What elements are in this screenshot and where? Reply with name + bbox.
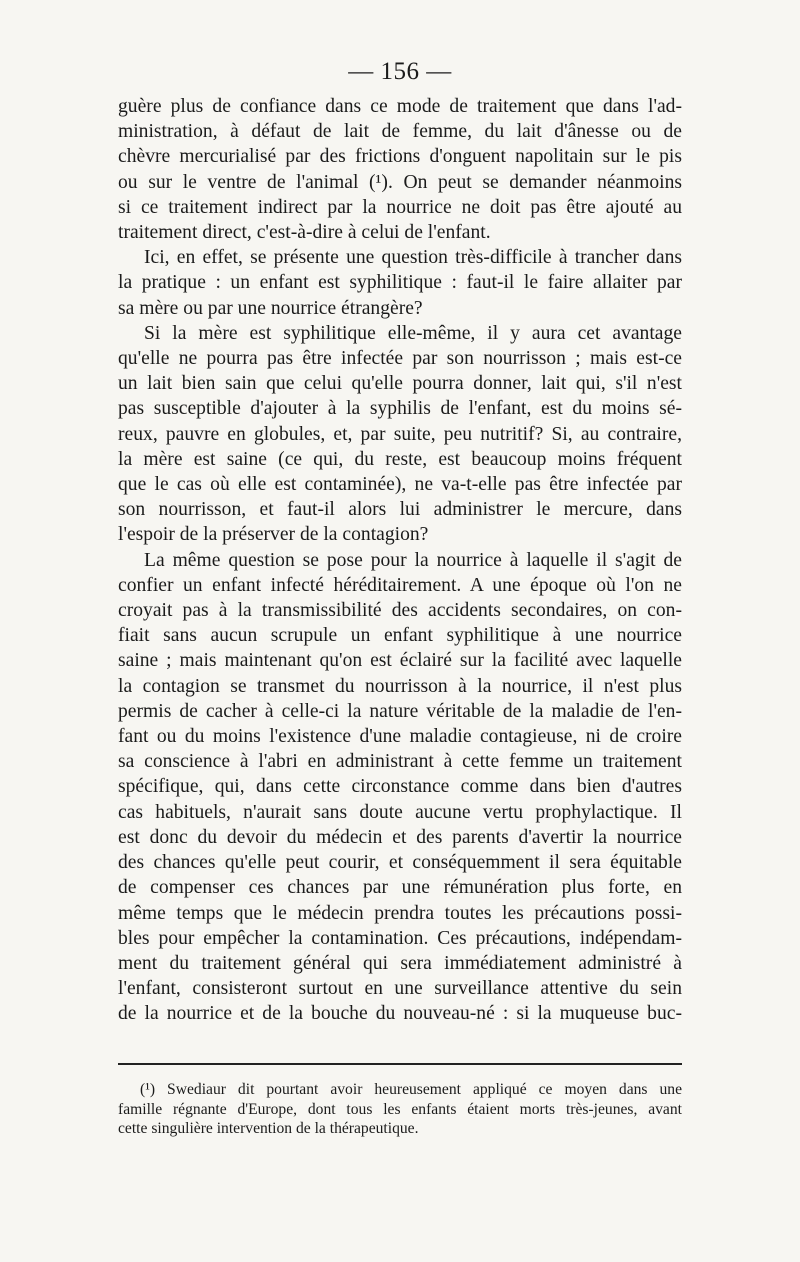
- text-line: des chances qu'elle peut courir, et conséquemment il sera équitable: [118, 852, 682, 874]
- text-line: ou sur le ventre de l'animal (¹). On peut se demander néanmoins: [118, 171, 682, 193]
- footnote-line: cette singulière intervention de la thérapeutique.: [118, 1120, 419, 1137]
- text-line: bles pour empêcher la contamination. Ces précautions, indépendam-: [118, 927, 682, 949]
- text-line: pas susceptible d'ajouter à la syphilis de l'enfant, est du moins sé-: [118, 398, 682, 420]
- page-number: — 156 —: [348, 58, 452, 85]
- text-line: traitement direct, c'est-à-dire à celui de l'enfant.: [118, 222, 491, 244]
- text-line: la contagion se transmet du nourrisson à la nourrice, il n'est plus: [118, 675, 682, 697]
- text-line: La même question se pose pour la nourrice à laquelle il s'agit de: [144, 549, 682, 571]
- text-line: ministration, à défaut de lait de femme, du lait d'ânesse ou de: [118, 121, 682, 143]
- text-line: fant ou du moins l'existence d'une maladie contagieuse, ni de croire: [118, 726, 682, 748]
- text-line: chèvre mercurialisé par des frictions d'onguent napolitain sur le pis: [118, 146, 682, 168]
- text-line: qu'elle ne pourra pas être infectée par son nourrisson ; mais est-ce: [118, 348, 682, 370]
- text-line: la mère est saine (ce qui, du reste, est beaucoup moins fréquent: [118, 448, 682, 470]
- footnote-line: (¹) Swediaur dit pourtant avoir heureusement appliqué ce moyen dans une: [140, 1081, 682, 1098]
- text-line: permis de cacher à celle-ci la nature véritable de la maladie de l'en-: [118, 700, 682, 722]
- text-line: confier un enfant infecté héréditairement. A une époque où l'on ne: [118, 574, 682, 596]
- footnote: [118, 1080, 682, 1139]
- text-line: sa conscience à l'abri en administrant à cette femme un traitement: [118, 751, 682, 773]
- text-line: fiait sans aucun scrupule un enfant syphilitique à une nourrice: [118, 625, 682, 647]
- text-line: spécifique, qui, dans cette circonstance comme dans bien d'autres: [118, 776, 682, 798]
- text-line: l'enfant, consisteront surtout en une surveillance attentive du sein: [118, 978, 682, 1000]
- text-line: cas habituels, n'aurait sans doute aucune vertu prophylactique. Il: [118, 801, 682, 823]
- text-line: Ici, en effet, se présente une question très-difficile à trancher dans: [144, 247, 682, 269]
- text-line: que le cas où elle est contaminée), ne va-t-elle pas être infectée par: [118, 474, 682, 496]
- text-line: si ce traitement indirect par la nourrice ne doit pas être ajouté au: [118, 196, 682, 218]
- text-line: la pratique : un enfant est syphilitique : faut-il le faire allaiter par: [118, 272, 682, 294]
- footnote-divider: [118, 1063, 682, 1065]
- text-line: l'espoir de la préserver de la contagion?: [118, 524, 429, 546]
- text-line: un lait bien sain que celui qu'elle pourra donner, lait qui, s'il n'est: [118, 373, 682, 395]
- text-line: son nourrisson, et faut-il alors lui administrer le mercure, dans: [118, 499, 682, 521]
- text-line: est donc du devoir du médecin et des parents d'avertir la nourrice: [118, 826, 682, 848]
- body-text: [118, 94, 682, 1027]
- text-line: Si la mère est syphilitique elle-même, il y aura cet avantage: [144, 322, 682, 344]
- text-line: croyait pas à la transmissibilité des accidents secondaires, on con-: [118, 600, 682, 622]
- text-line: même temps que le médecin prendra toutes les précautions possi-: [118, 902, 682, 924]
- text-line: reux, pauvre en globules, et, par suite, peu nutritif? Si, au contraire,: [118, 423, 682, 445]
- text-line: de la nourrice et de la bouche du nouveau-né : si la muqueuse buc-: [118, 1003, 682, 1025]
- text-line: ment du traitement général qui sera immédiatement administré à: [118, 952, 682, 974]
- text-line: guère plus de confiance dans ce mode de traitement que dans l'ad-: [118, 96, 682, 117]
- text-line: saine ; mais maintenant qu'on est éclairé sur la facilité avec laquelle: [118, 650, 682, 672]
- text-line: de compenser ces chances par une rémunération plus forte, en: [118, 877, 682, 899]
- text-line: sa mère ou par une nourrice étrangère?: [118, 297, 423, 319]
- footnote-line: famille régnante d'Europe, dont tous les enfants étaient morts très-jeunes, avant: [118, 1100, 682, 1118]
